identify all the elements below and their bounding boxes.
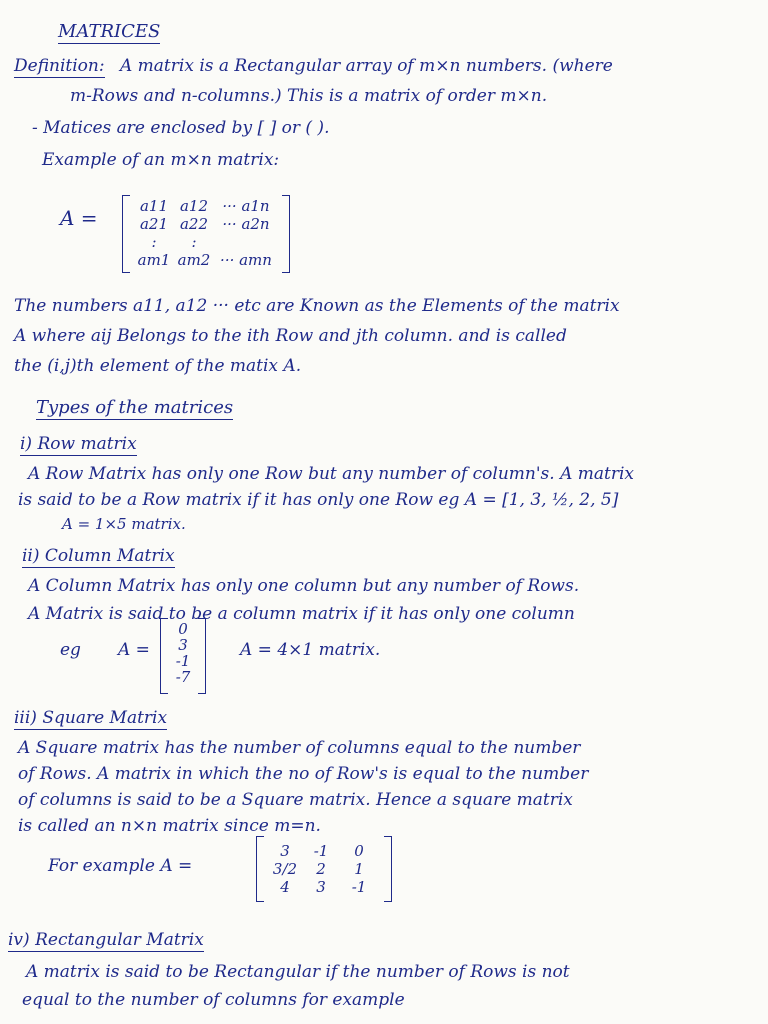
- column-values: [170, 621, 196, 685]
- matrix-cell: 0: [178, 620, 188, 638]
- elements-line-1: The numbers a11, a12 ··· etc are Known as the Elements of the matrix: [14, 296, 620, 316]
- matrix-cell: 1: [354, 860, 364, 878]
- matrix-cell: 2: [316, 860, 326, 878]
- matrix-cell: -1: [313, 842, 329, 860]
- matrix-cell: :: [191, 233, 197, 251]
- matrix-cell: 3: [280, 842, 290, 860]
- rectangular-matrix-line-2: equal to the number of columns for example: [22, 990, 405, 1010]
- matrix-cell: [214, 233, 278, 251]
- bracket-left: [160, 618, 168, 694]
- matrix-cell: am2: [177, 251, 211, 269]
- rectangular-matrix-heading: iv) Rectangular Matrix: [8, 930, 204, 950]
- row-matrix-line-2: is said to be a Row matrix if it has only one Row eg A = [1, 3, ½, 2, 5]: [18, 490, 619, 510]
- matrix-cell: a11: [139, 197, 169, 215]
- square-matrix-line-4: is called an n×n matrix since m=n.: [18, 816, 321, 836]
- matrix-cell: -1: [175, 652, 191, 670]
- matrix-cell: 3: [178, 636, 188, 654]
- row-matrix-heading: i) Row matrix: [20, 434, 137, 454]
- square-matrix-heading: iii) Square Matrix: [14, 708, 168, 728]
- column-order-text: A = 4×1 matrix.: [240, 640, 381, 660]
- matrix-a-grid: [134, 197, 278, 269]
- matrix-cell: :: [151, 233, 157, 251]
- example-line: Example of an m×n matrix:: [42, 150, 280, 170]
- rectangular-matrix-line-1: A matrix is said to be Rectangular if the number of Rows is not: [26, 962, 570, 982]
- square-matrix-grid: [268, 842, 380, 896]
- square-matrix-example: [256, 836, 392, 902]
- column-matrix-line-1: A Column Matrix has only one column but any number of Rows.: [28, 576, 580, 596]
- bracket-left: [122, 195, 130, 273]
- column-matrix-line-2: A Matrix is said to be a column matrix if it has only one column: [28, 604, 575, 624]
- matrix-cell: -1: [351, 878, 367, 896]
- matrix-cell: 3: [316, 878, 326, 896]
- column-matrix-heading: ii) Column Matrix: [22, 546, 175, 566]
- matrix-cell: 0: [354, 842, 364, 860]
- square-example-label: For example A =: [48, 856, 193, 876]
- matrix-cell: a12: [179, 197, 209, 215]
- column-matrix-example: [160, 618, 206, 694]
- definition-label: Definition:: [14, 56, 105, 76]
- row-matrix-line-1: A Row Matrix has only one Row but any number of column's. A matrix: [28, 464, 634, 484]
- matrix-cell: am1: [137, 251, 171, 269]
- matrix-cell: -7: [175, 668, 191, 686]
- square-matrix-line-1: A Square matrix has the number of columns equal to the number: [18, 738, 581, 758]
- types-heading: Types of the matrices: [36, 397, 234, 418]
- bracket-right: [198, 618, 206, 694]
- matrix-cell: a22: [179, 215, 209, 233]
- enclosed-line: - Matices are enclosed by [ ] or ( ).: [32, 118, 330, 138]
- matrix-a: [122, 195, 290, 273]
- row-matrix-line-3: A = 1×5 matrix.: [62, 515, 186, 533]
- matrix-a-label: A =: [60, 206, 98, 230]
- page-title: MATRICES: [58, 21, 161, 42]
- matrix-cell: 4: [280, 878, 290, 896]
- matrix-cell: ··· amn: [220, 251, 272, 269]
- bracket-left: [256, 836, 264, 902]
- square-matrix-line-3: of columns is said to be a Square matrix. Hence a square matrix: [18, 790, 573, 810]
- square-matrix-line-2: of Rows. A matrix in which the no of Row's is equal to the number: [18, 764, 589, 784]
- column-a-label: A =: [118, 640, 150, 660]
- definition-line-2: m-Rows and n-columns.) This is a matrix of order m×n.: [70, 86, 548, 106]
- bracket-right: [282, 195, 290, 273]
- bracket-right: [384, 836, 392, 902]
- elements-line-2: A where aij Belongs to the ith Row and jth column. and is called: [14, 326, 567, 346]
- definition-line-1: A matrix is a Rectangular array of m×n numbers. (where: [120, 56, 613, 76]
- elements-line-3: the (i,j)th element of the matix A.: [14, 356, 302, 376]
- column-eg-label: eg: [60, 640, 81, 660]
- matrix-cell: ··· a2n: [222, 215, 270, 233]
- matrix-cell: a21: [139, 215, 169, 233]
- matrix-cell: ··· a1n: [222, 197, 270, 215]
- matrix-cell: 3/2: [272, 860, 298, 878]
